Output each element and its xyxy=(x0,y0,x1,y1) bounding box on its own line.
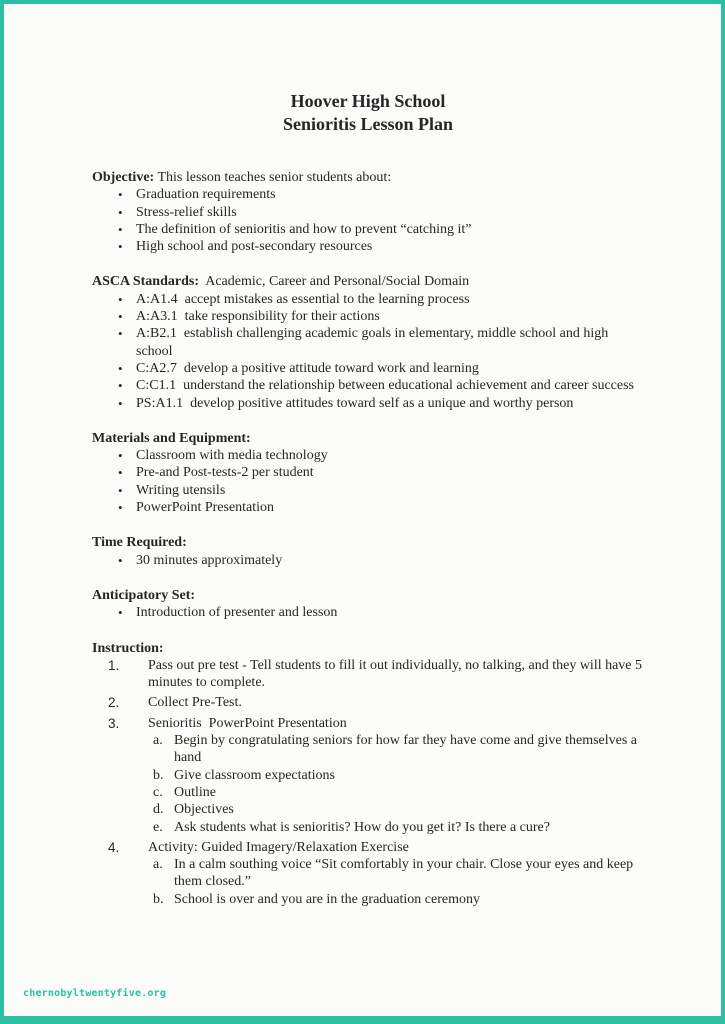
bullet-icon: • xyxy=(118,448,123,464)
bullet-item-text: Writing utensils xyxy=(136,482,226,498)
bullet-list-item xyxy=(92,186,644,203)
numbered-item-marker: 2. xyxy=(108,695,120,711)
lettered-item-marker: e. xyxy=(153,819,163,835)
lettered-item-marker: a. xyxy=(153,857,163,873)
bullet-item-text: Stress-relief skills xyxy=(136,204,237,220)
bullet-list-item xyxy=(92,291,644,308)
section-heading xyxy=(92,273,644,290)
numbered-item-marker: 4. xyxy=(108,839,120,855)
numbered-item-content xyxy=(148,839,644,908)
section-heading-text: This lesson teaches senior students about: xyxy=(154,170,392,185)
bullet-item-text: 30 minutes approximately xyxy=(136,552,283,568)
bullet-item-text: C:A2.7 develop a positive attitude toward work and learning xyxy=(136,360,479,376)
bullet-icon: • xyxy=(118,187,123,203)
numbered-list-item xyxy=(92,839,644,908)
lettered-item-marker: b. xyxy=(153,767,164,783)
bullet-item-text: A:A3.1 take responsibility for their actions xyxy=(136,309,380,325)
lettered-list-item xyxy=(148,891,644,908)
lettered-item-text: Objectives xyxy=(174,802,234,818)
bullet-item-text: Introduction of presenter and lesson xyxy=(136,605,338,621)
bullet-list-item xyxy=(92,377,644,394)
lettered-item-text: Begin by congratulating seniors for how far they have come and give themselves a hand xyxy=(174,733,641,766)
bullet-icon: • xyxy=(118,552,123,568)
lettered-list-item xyxy=(148,784,644,801)
bullet-list-item xyxy=(92,308,644,325)
bullet-icon: • xyxy=(118,605,123,621)
section xyxy=(92,430,644,516)
document-title-line1: Hoover High School xyxy=(290,91,446,111)
bullet-icon: • xyxy=(118,221,123,237)
lettered-item-text: Give classroom expectations xyxy=(174,767,335,783)
bullet-list-item xyxy=(92,221,644,238)
bullet-item-text: C:C1.1 understand the relationship between educational achievement and career success xyxy=(136,378,634,394)
bullet-list-item xyxy=(92,395,644,412)
section xyxy=(92,534,644,569)
numbered-item-text: Activity: Guided Imagery/Relaxation Exercise xyxy=(148,839,409,855)
bullet-item-text: PS:A1.1 develop positive attitudes toward self as a unique and worthy person xyxy=(136,395,574,411)
section-heading-label: ASCA Standards: xyxy=(92,274,199,290)
section-heading xyxy=(92,169,644,186)
section xyxy=(92,640,644,908)
lettered-list-item xyxy=(148,732,644,767)
bullet-icon: • xyxy=(118,465,123,481)
bullet-item-text: High school and post-secondary resources xyxy=(136,239,373,255)
bullet-list-item xyxy=(92,447,644,464)
bullet-item-text: PowerPoint Presentation xyxy=(136,500,275,516)
document-title xyxy=(92,90,644,136)
bullet-list-item xyxy=(92,552,644,569)
bullet-list-item xyxy=(92,482,644,499)
numbered-item-marker: 3. xyxy=(108,715,120,731)
numbered-item-text: Pass out pre test - Tell students to fill it out individually, no talking, and they will have 5 minutes to complete. xyxy=(148,657,646,691)
bullet-list-item xyxy=(92,204,644,221)
bullet-item-text: A:B2.1 establish challenging academic goals in elementary, middle school and high school xyxy=(136,326,612,359)
lettered-item-marker: a. xyxy=(153,733,163,749)
document-sections xyxy=(92,169,644,908)
bullet-item-text: Classroom with media technology xyxy=(136,448,328,464)
bullet-list-item xyxy=(92,464,644,481)
bullet-list-item xyxy=(92,238,644,255)
numbered-list-item xyxy=(92,657,644,692)
bullet-icon: • xyxy=(118,378,123,394)
bullet-item-text: A:A1.4 accept mistakes as essential to the learning process xyxy=(136,291,470,307)
bullet-icon: • xyxy=(118,482,123,498)
section-heading xyxy=(92,587,644,604)
numbered-list-item xyxy=(92,715,644,836)
lettered-list-item xyxy=(148,801,644,818)
section xyxy=(92,169,644,255)
lettered-item-marker: b. xyxy=(153,891,164,907)
bullet-icon: • xyxy=(118,291,123,307)
numbered-item-content xyxy=(148,657,644,692)
lettered-list-item xyxy=(148,767,644,784)
section-heading-label: Time Required: xyxy=(92,535,187,551)
bullet-item-text: The definition of senioritis and how to prevent “catching it” xyxy=(136,221,472,237)
section-heading xyxy=(92,640,644,657)
bullet-icon: • xyxy=(118,204,123,220)
bullet-icon: • xyxy=(118,326,123,342)
bullet-icon: • xyxy=(118,500,123,516)
section xyxy=(92,587,644,622)
lettered-item-marker: c. xyxy=(153,784,163,800)
section-heading-label: Anticipatory Set: xyxy=(92,587,196,603)
lettered-item-text: Outline xyxy=(174,784,216,800)
lettered-item-text: In a calm southing voice “Sit comfortably in your chair. Close your eyes and keep them closed.” xyxy=(174,857,637,890)
numbered-list-item xyxy=(92,694,644,711)
bullet-list-item xyxy=(92,604,644,621)
section-heading xyxy=(92,430,644,447)
lettered-item-text: School is over and you are in the graduation ceremony xyxy=(174,891,480,907)
section-heading-label: Instruction: xyxy=(92,640,164,656)
section-heading-text: Academic, Career and Personal/Social Domain xyxy=(198,274,470,290)
bullet-list-item xyxy=(92,325,644,360)
lettered-list-item xyxy=(148,856,644,891)
bullet-item-text: Graduation requirements xyxy=(136,187,276,203)
section-heading xyxy=(92,534,644,551)
bullet-icon: • xyxy=(118,360,123,376)
bullet-icon: • xyxy=(118,395,123,411)
bullet-item-text: Pre-and Post-tests-2 per student xyxy=(136,465,314,481)
numbered-item-text: Senioritis PowerPoint Presentation xyxy=(148,715,347,731)
numbered-item-text: Collect Pre-Test. xyxy=(148,695,242,711)
watermark-link: chernobyltwentyfive.org xyxy=(23,988,167,999)
bullet-icon: • xyxy=(118,239,123,255)
lettered-list-item xyxy=(148,819,644,836)
numbered-item-content xyxy=(148,715,644,836)
document-body xyxy=(92,82,644,926)
section-heading-label: Materials and Equipment: xyxy=(92,430,251,446)
bullet-list-item xyxy=(92,360,644,377)
bullet-list-item xyxy=(92,499,644,516)
bullet-icon: • xyxy=(118,309,123,325)
numbered-item-content xyxy=(148,694,644,711)
numbered-item-marker: 1. xyxy=(108,657,120,673)
section xyxy=(92,273,644,411)
document-title-line2: Senioritis Lesson Plan xyxy=(282,114,454,134)
lettered-item-marker: d. xyxy=(153,802,164,818)
lettered-item-text: Ask students what is senioritis? How do you get it? Is there a cure? xyxy=(174,819,550,835)
section-heading-label: Objective: xyxy=(92,170,155,185)
